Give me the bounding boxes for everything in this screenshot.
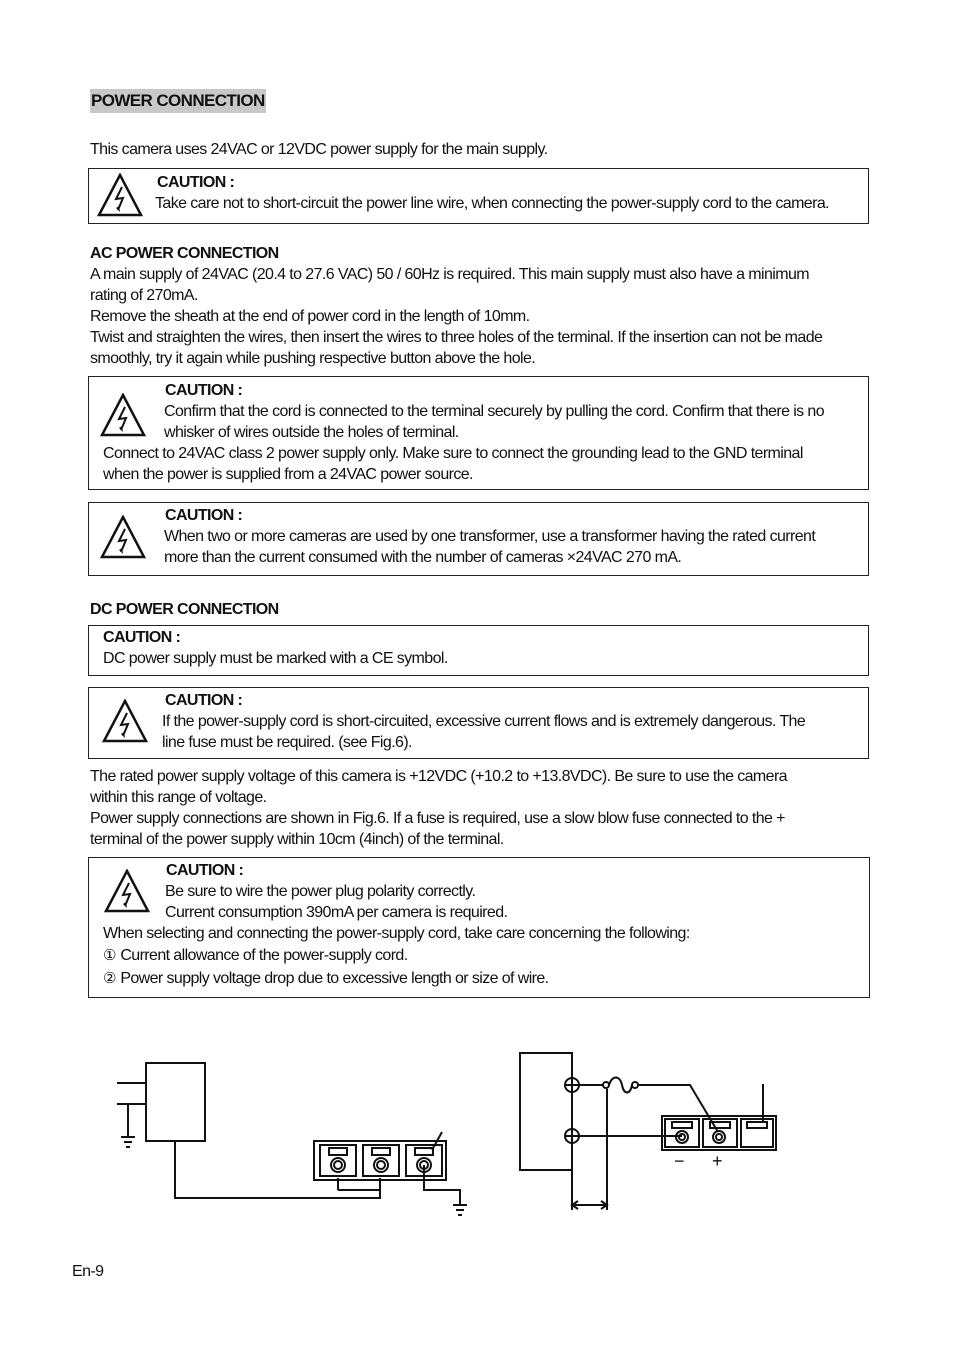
- high-voltage-warning-icon: [97, 173, 143, 217]
- ac-paragraph-line: A main supply of 24VAC (20.4 to 27.6 VAC) 50 / 60Hz is required. This main supply must also have a minimum: [90, 266, 809, 283]
- ac-terminal-block: [314, 1141, 446, 1180]
- list-marker: ②: [103, 969, 117, 987]
- ac-transformer-box: [146, 1063, 205, 1141]
- caution-label: CAUTION :: [165, 507, 243, 524]
- caution-box-5: [88, 687, 869, 759]
- caution-label: CAUTION :: [165, 692, 243, 709]
- high-voltage-warning-icon: [100, 393, 146, 437]
- list-item: [103, 945, 408, 966]
- dc-wiring-diagram: [520, 1053, 776, 1210]
- caution-text: more than the current consumed with the number of cameras ×24VAC 270 mA.: [164, 549, 682, 566]
- dc-paragraph-line: within this range of voltage.: [90, 789, 267, 806]
- caution-text: Be sure to wire the power plug polarity correctly.: [165, 883, 476, 900]
- caution-label: CAUTION :: [165, 382, 243, 399]
- ac-heading: AC POWER CONNECTION: [90, 245, 279, 262]
- caution-box-2: [88, 376, 869, 490]
- caution-text: Connect to 24VAC class 2 power supply only. Make sure to connect the grounding lead to the GND terminal: [103, 445, 803, 462]
- list-item: [103, 968, 549, 989]
- caution-text: If the power-supply cord is short-circuited, excessive current flows and is extremely dangerous. The: [162, 713, 806, 730]
- high-voltage-warning-icon: [100, 515, 146, 559]
- ac-paragraph-line: rating of 270mA.: [90, 287, 198, 304]
- page-title: POWER CONNECTION: [90, 89, 266, 113]
- caution-text: Current consumption 390mA per camera is required.: [165, 904, 508, 921]
- caution-text: DC power supply must be marked with a CE symbol.: [103, 650, 448, 667]
- caution-text: When selecting and connecting the power-supply cord, take care concerning the following:: [103, 925, 690, 942]
- caution-box-4: [88, 625, 869, 676]
- caution-box-3: [88, 502, 869, 576]
- dc-terminal-block: [662, 1116, 776, 1150]
- caution-box-6: [88, 857, 870, 998]
- dc-power-supply-box: [520, 1053, 572, 1170]
- dc-heading: DC POWER CONNECTION: [90, 601, 279, 618]
- dc-paragraph-line: Power supply connections are shown in Fig.6. If a fuse is required, use a slow blow fuse connected to the +: [90, 810, 785, 827]
- caution-text: when the power is supplied from a 24VAC power source.: [103, 466, 473, 483]
- ac-paragraph-line: Remove the sheath at the end of power cord in the length of 10mm.: [90, 308, 530, 325]
- minus-label: −: [674, 1151, 684, 1171]
- ac-paragraph-line: Twist and straighten the wires, then insert the wires to three holes of the terminal. If the insertion can not be made: [90, 329, 823, 346]
- fuse-icon: [603, 1078, 638, 1093]
- high-voltage-warning-icon: [102, 699, 148, 743]
- list-marker: ①: [103, 946, 117, 964]
- caution-text: whisker of wires outside the holes of terminal.: [164, 424, 459, 441]
- list-item-text: Power supply voltage drop due to excessive length or size of wire.: [120, 970, 549, 987]
- caution-label: CAUTION :: [103, 629, 181, 646]
- caution-text: Confirm that the cord is connected to the terminal securely by pulling the cord. Confirm that there is no: [164, 403, 825, 420]
- dc-paragraph-line: terminal of the power supply within 10cm (4inch) of the terminal.: [90, 831, 504, 848]
- caution-box-1: [88, 168, 869, 224]
- ac-wiring-diagram: [117, 1063, 467, 1215]
- caution-text: line fuse must be required. (see Fig.6).: [162, 734, 412, 751]
- plus-label: +: [712, 1151, 722, 1171]
- wiring-diagram: [0, 1040, 954, 1230]
- list-item-text: Current allowance of the power-supply cord.: [120, 947, 408, 964]
- ac-paragraph-line: smoothly, try it again while pushing respective button above the hole.: [90, 350, 536, 367]
- high-voltage-warning-icon: [104, 869, 150, 913]
- caution-label: CAUTION :: [166, 862, 244, 879]
- caution-label: CAUTION :: [157, 174, 235, 191]
- caution-text: When two or more cameras are used by one transformer, use a transformer having the rated current: [164, 528, 816, 545]
- ground-icon: [453, 1205, 467, 1215]
- caution-text: Take care not to short-circuit the power line wire, when connecting the power-supply cord to the camera.: [155, 195, 829, 212]
- intro-text: This camera uses 24VAC or 12VDC power supply for the main supply.: [90, 141, 548, 158]
- dc-paragraph-line: The rated power supply voltage of this camera is +12VDC (+10.2 to +13.8VDC). Be sure to use the camera: [90, 768, 787, 785]
- ground-icon: [121, 1137, 135, 1147]
- page-number: En-9: [72, 1263, 104, 1280]
